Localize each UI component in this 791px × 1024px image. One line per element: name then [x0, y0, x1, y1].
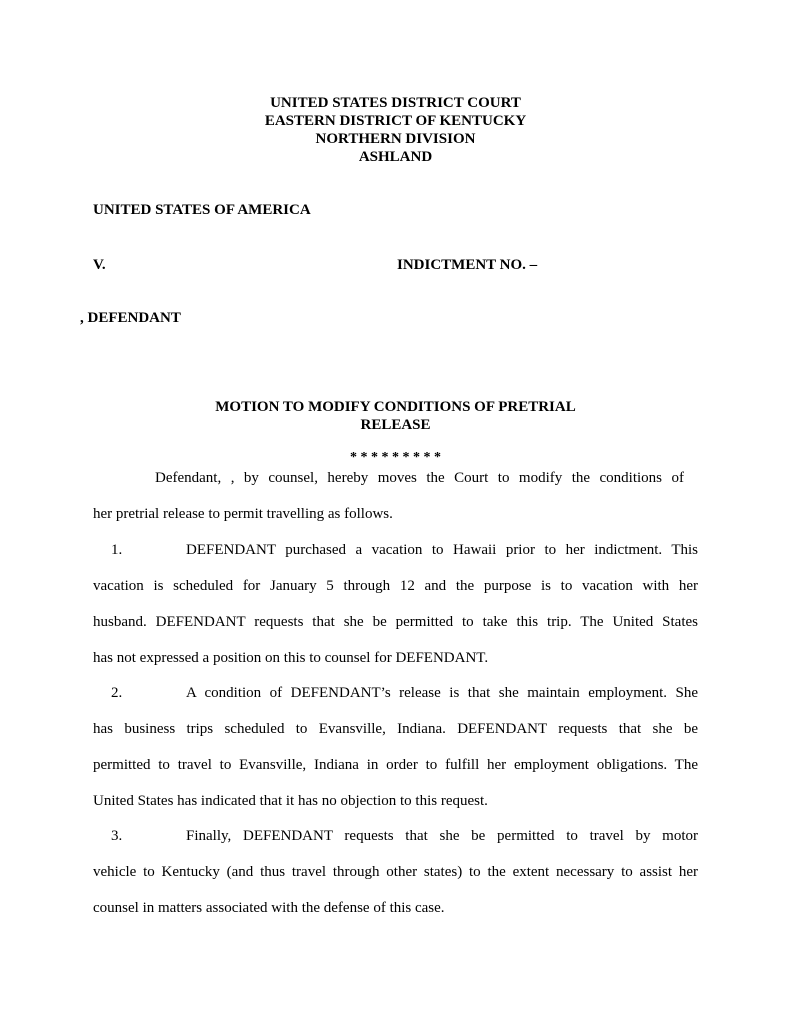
court-division: NORTHERN DIVISION [315, 131, 476, 147]
indictment-number: INDICTMENT NO. – [397, 257, 538, 273]
paragraph-line: has not expressed a position on this to counsel for DEFENDANT. [93, 650, 489, 666]
paragraph-line: husband. DEFENDANT requests that she be permitted to take this trip. The United States [93, 614, 698, 630]
court-district: EASTERN DISTRICT OF KENTUCKY [264, 113, 527, 129]
intro-line: her pretrial release to permit travelling as follows. [93, 506, 393, 522]
versus-label: V. [93, 257, 106, 273]
paragraph-line: DEFENDANT purchased a vacation to Hawaii prior to her indictment. This [186, 542, 698, 558]
paragraph-line: counsel in matters associated with the defense of this case. [93, 900, 445, 916]
court-header [0, 94, 791, 166]
paragraph-number: 1. [111, 542, 123, 558]
paragraph-number: 2. [111, 685, 123, 701]
intro-line: Defendant, , by counsel, hereby moves the Court to modify the conditions of [155, 470, 684, 486]
section-separator: * * * * * * * * * [350, 450, 441, 465]
paragraph-line: Finally, DEFENDANT requests that she be permitted to travel by motor [186, 828, 698, 844]
paragraph-line: permitted to travel to Evansville, Indiana in order to fulfill her employment obligations. The [93, 757, 698, 773]
paragraph-line: vehicle to Kentucky (and thus travel through other states) to the extent necessary to assist her [93, 864, 698, 880]
plaintiff-name: UNITED STATES OF AMERICA [93, 202, 311, 218]
paragraph-number: 3. [111, 828, 123, 844]
court-name: UNITED STATES DISTRICT COURT [270, 95, 521, 111]
paragraph-line: A condition of DEFENDANT’s release is that she maintain employment. She [186, 685, 698, 701]
paragraph-line: has business trips scheduled to Evansville, Indiana. DEFENDANT requests that she be [93, 721, 698, 737]
motion-title-line1: MOTION TO MODIFY CONDITIONS OF PRETRIAL [215, 399, 576, 415]
motion-title-line2: RELEASE [360, 417, 431, 433]
motion-title [0, 398, 791, 434]
defendant-name: , DEFENDANT [80, 310, 181, 326]
court-city: ASHLAND [358, 149, 433, 165]
paragraph-line: United States has indicated that it has no objection to this request. [93, 793, 488, 809]
paragraph-line: vacation is scheduled for January 5 through 12 and the purpose is to vacation with her [93, 578, 698, 594]
